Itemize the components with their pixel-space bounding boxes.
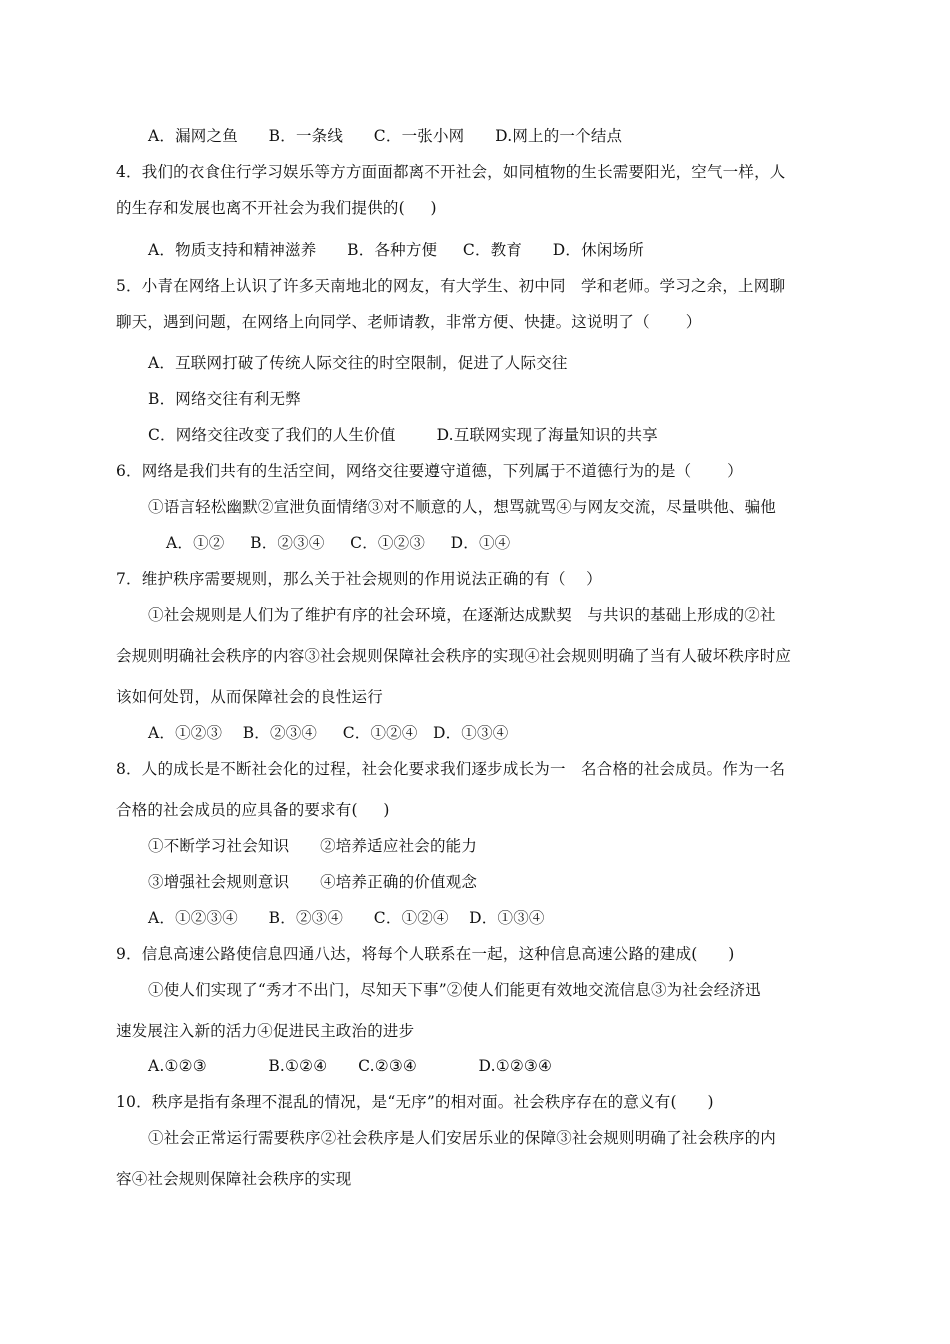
q5-options-cd: C．网络交往改变了我们的人生价值 D.互联网实现了海量知识的共享 [148,426,658,444]
q9-statements-line1: ①使人们实现了“秀才不出门，尽知天下事”②使人们能更有效地交流信息③为社会经济迅 [148,981,761,999]
q5-stem-line1: 5．小青在网络上认识了许多天南地北的网友，有大学生、初中同 学和老师。学习之余，上网聊 [116,277,786,295]
q4-options: A．物质支持和精神滋养 B．各种方便 C．教育 D．休闲场所 [148,241,644,259]
q9-stem: 9．信息高速公路使信息四通八达，将每个人联系在一起，这种信息高速公路的建成( ) [116,945,735,963]
q4-stem-line2: 的生存和发展也离不开社会为我们提供的( ) [116,199,437,217]
q3-options: A．漏网之鱼 B．一条线 C．一张小网 D.网上的一个结点 [148,127,623,145]
q8-options: A．①②③④ B．②③④ C．①②④ D．①③④ [148,909,545,927]
q8-statements-line2: ③增强社会规则意识 ④培养正确的价值观念 [148,873,478,891]
q10-statements-line2: 容④社会规则保障社会秩序的实现 [116,1170,352,1188]
q5-stem-line2: 聊天，遇到问题，在网络上向同学、老师请教，非常方便、快捷。这说明了（ ） [116,313,702,331]
q8-statements-line1: ①不断学习社会知识 ②培养适应社会的能力 [148,837,478,855]
q4-stem-line1: 4．我们的衣食住行学习娱乐等方方面面都离不开社会，如同植物的生长需要阳光，空气一样，人 [116,163,786,181]
q8-stem-line2: 合格的社会成员的应具备的要求有( ) [116,801,390,819]
q10-statements-line1: ①社会正常运行需要秩序②社会秩序是人们安居乐业的保障③社会规则明确了社会秩序的内 [148,1129,777,1147]
q5-option-b: B．网络交往有利无弊 [148,390,301,408]
q7-stem: 7．维护秩序需要规则，那么关于社会规则的作用说法正确的有（ ） [116,570,602,588]
q7-statements-line3: 该如何处罚，从而保障社会的良性运行 [116,688,383,706]
q7-statements-line1: ①社会规则是人们为了维护有序的社会环境，在逐渐达成默契 与共识的基础上形成的②社 [148,606,776,624]
q9-options: A.①②③ B.①②④ C.②③④ D.①②③④ [148,1057,553,1075]
q5-option-a: A．互联网打破了传统人际交往的时空限制，促进了人际交往 [148,354,568,372]
q7-statements-line2: 会规则明确社会秩序的内容③社会规则保障社会秩序的实现④社会规则明确了当有人破坏秩序时应 [116,647,792,665]
q10-stem: 10．秩序是指有条理不混乱的情况，是“无序”的相对面。社会秩序存在的意义有( ) [116,1093,714,1111]
q6-options: A．①② B．②③④ C．①②③ D．①④ [166,534,511,552]
q6-statements: ①语言轻松幽默②宣泄负面情绪③对不顺意的人，想骂就骂④与网友交流，尽量哄他、骗他 [148,498,777,516]
q7-options: A．①②③ B．②③④ C．①②④ D．①③④ [148,724,509,742]
q9-statements-line2: 速发展注入新的活力④促进民主政治的进步 [116,1022,415,1040]
q6-stem: 6．网络是我们共有的生活空间，网络交往要遵守道德，下列属于不道德行为的是（ ） [116,462,743,480]
q8-stem-line1: 8．人的成长是不断社会化的过程，社会化要求我们逐步成长为一 名合格的社会成员。作为一名 [116,760,786,778]
